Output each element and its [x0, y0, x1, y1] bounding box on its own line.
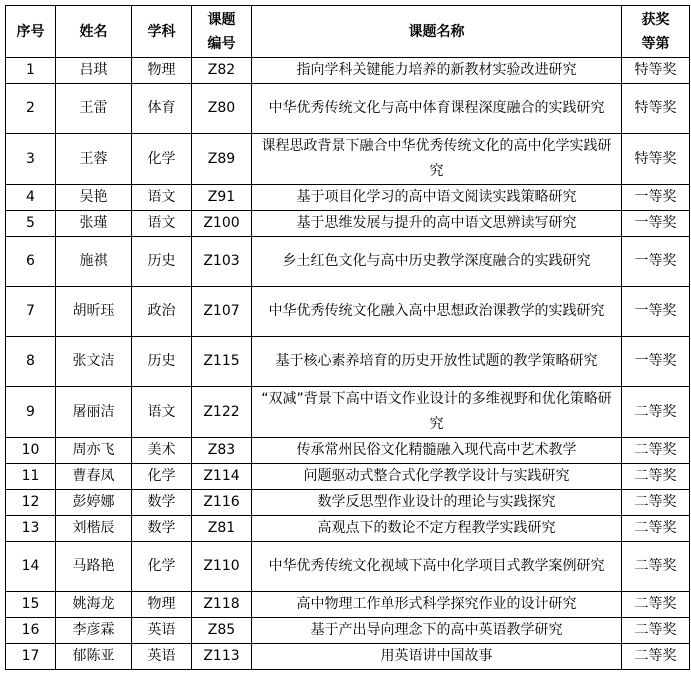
cell-title: 中华优秀传统文化与高中体育课程深度融合的实践研究 — [252, 84, 622, 134]
cell-title: 中华优秀传统文化融入高中思想政治课教学的实践研究 — [252, 287, 622, 337]
cell-award: 二等奖 — [622, 542, 690, 592]
cell-title: 数学反思型作业设计的理论与实践探究 — [252, 490, 622, 516]
cell-award: 二等奖 — [622, 438, 690, 464]
cell-award: 二等奖 — [622, 516, 690, 542]
table-row — [6, 464, 690, 490]
cell-no: 2 — [6, 84, 56, 134]
table-row — [6, 337, 690, 387]
header-title: 课题名称 — [252, 6, 622, 58]
cell-name: 吕琪 — [56, 58, 132, 84]
cell-code: Z114 — [192, 464, 252, 490]
table-row — [6, 618, 690, 644]
cell-subject: 化学 — [132, 542, 192, 592]
table-row — [6, 490, 690, 516]
table-row — [6, 438, 690, 464]
cell-no: 8 — [6, 337, 56, 387]
cell-award: 二等奖 — [622, 464, 690, 490]
table-row — [6, 58, 690, 84]
cell-name: 王蓉 — [56, 134, 132, 185]
table-row — [6, 644, 690, 670]
cell-no: 16 — [6, 618, 56, 644]
header-name: 姓名 — [56, 6, 132, 58]
cell-code: Z115 — [192, 337, 252, 387]
cell-subject: 历史 — [132, 237, 192, 287]
cell-code: Z103 — [192, 237, 252, 287]
cell-code: Z107 — [192, 287, 252, 337]
cell-code: Z89 — [192, 134, 252, 185]
cell-no: 12 — [6, 490, 56, 516]
cell-award: 二等奖 — [622, 387, 690, 438]
cell-code: Z110 — [192, 542, 252, 592]
cell-no: 14 — [6, 542, 56, 592]
cell-award: 一等奖 — [622, 287, 690, 337]
cell-award: 一等奖 — [622, 337, 690, 387]
cell-code: Z91 — [192, 185, 252, 211]
cell-title: 传承常州民俗文化精髓融入现代高中艺术教学 — [252, 438, 622, 464]
cell-no: 4 — [6, 185, 56, 211]
cell-name: 张瑾 — [56, 211, 132, 237]
cell-code: Z80 — [192, 84, 252, 134]
cell-subject: 物理 — [132, 592, 192, 618]
table-row — [6, 592, 690, 618]
cell-subject: 物理 — [132, 58, 192, 84]
header-subject: 学科 — [132, 6, 192, 58]
awards-table — [5, 5, 690, 670]
table-row — [6, 516, 690, 542]
cell-title: 高中物理工作单形式科学探究作业的设计研究 — [252, 592, 622, 618]
cell-subject: 化学 — [132, 464, 192, 490]
cell-award: 二等奖 — [622, 490, 690, 516]
cell-title: 课程思政背景下融合中华优秀传统文化的高中化学实践研究 — [252, 134, 622, 185]
cell-no: 1 — [6, 58, 56, 84]
cell-no: 11 — [6, 464, 56, 490]
header-row — [6, 6, 690, 58]
table-row — [6, 134, 690, 185]
cell-subject: 历史 — [132, 337, 192, 387]
cell-title: “双减”背景下高中语文作业设计的多维视野和优化策略研究 — [252, 387, 622, 438]
table-row — [6, 387, 690, 438]
table-body — [6, 58, 690, 670]
cell-no: 3 — [6, 134, 56, 185]
cell-no: 17 — [6, 644, 56, 670]
cell-name: 曹春凤 — [56, 464, 132, 490]
cell-no: 7 — [6, 287, 56, 337]
cell-award: 一等奖 — [622, 237, 690, 287]
header-no: 序号 — [6, 6, 56, 58]
cell-name: 施祺 — [56, 237, 132, 287]
cell-name: 张文洁 — [56, 337, 132, 387]
cell-title: 中华优秀传统文化视域下高中化学项目式教学案例研究 — [252, 542, 622, 592]
cell-subject: 语文 — [132, 387, 192, 438]
cell-name: 刘楷辰 — [56, 516, 132, 542]
cell-name: 吴艳 — [56, 185, 132, 211]
cell-subject: 英语 — [132, 618, 192, 644]
table-row — [6, 237, 690, 287]
cell-code: Z100 — [192, 211, 252, 237]
cell-no: 5 — [6, 211, 56, 237]
table-row — [6, 211, 690, 237]
cell-code: Z116 — [192, 490, 252, 516]
cell-no: 6 — [6, 237, 56, 287]
cell-no: 13 — [6, 516, 56, 542]
cell-award: 二等奖 — [622, 644, 690, 670]
cell-subject: 美术 — [132, 438, 192, 464]
cell-code: Z81 — [192, 516, 252, 542]
cell-award: 特等奖 — [622, 134, 690, 185]
cell-code: Z83 — [192, 438, 252, 464]
cell-code: Z82 — [192, 58, 252, 84]
cell-no: 15 — [6, 592, 56, 618]
cell-title: 指向学科关键能力培养的新教材实验改进研究 — [252, 58, 622, 84]
cell-subject: 英语 — [132, 644, 192, 670]
cell-name: 胡昕珏 — [56, 287, 132, 337]
cell-name: 王雷 — [56, 84, 132, 134]
cell-title: 用英语讲中国故事 — [252, 644, 622, 670]
cell-award: 一等奖 — [622, 185, 690, 211]
cell-title: 乡土红色文化与高中历史教学深度融合的实践研究 — [252, 237, 622, 287]
cell-subject: 语文 — [132, 185, 192, 211]
cell-subject: 数学 — [132, 516, 192, 542]
cell-award: 二等奖 — [622, 618, 690, 644]
cell-title: 基于项目化学习的高中语文阅读实践策略研究 — [252, 185, 622, 211]
cell-subject: 化学 — [132, 134, 192, 185]
cell-name: 周亦飞 — [56, 438, 132, 464]
cell-title: 问题驱动式整合式化学教学设计与实践研究 — [252, 464, 622, 490]
cell-title: 高观点下的数论不定方程教学实践研究 — [252, 516, 622, 542]
cell-code: Z122 — [192, 387, 252, 438]
cell-name: 姚海龙 — [56, 592, 132, 618]
header-code: 课题编号 — [192, 6, 252, 58]
header-award: 获奖等第 — [622, 6, 690, 58]
table-row — [6, 542, 690, 592]
cell-title: 基于思维发展与提升的高中语文思辨读写研究 — [252, 211, 622, 237]
cell-code: Z113 — [192, 644, 252, 670]
cell-award: 二等奖 — [622, 592, 690, 618]
table-row — [6, 185, 690, 211]
cell-title: 基于核心素养培育的历史开放性试题的教学策略研究 — [252, 337, 622, 387]
cell-award: 特等奖 — [622, 84, 690, 134]
cell-name: 彭婷娜 — [56, 490, 132, 516]
cell-code: Z118 — [192, 592, 252, 618]
cell-award: 一等奖 — [622, 211, 690, 237]
cell-name: 马路艳 — [56, 542, 132, 592]
cell-subject: 数学 — [132, 490, 192, 516]
cell-no: 9 — [6, 387, 56, 438]
cell-code: Z85 — [192, 618, 252, 644]
cell-title: 基于产出导向理念下的高中英语教学研究 — [252, 618, 622, 644]
cell-name: 李彦霖 — [56, 618, 132, 644]
cell-subject: 政治 — [132, 287, 192, 337]
cell-award: 特等奖 — [622, 58, 690, 84]
table-row — [6, 84, 690, 134]
cell-name: 郁陈亚 — [56, 644, 132, 670]
table-row — [6, 287, 690, 337]
cell-subject: 体育 — [132, 84, 192, 134]
cell-name: 屠丽洁 — [56, 387, 132, 438]
cell-no: 10 — [6, 438, 56, 464]
cell-subject: 语文 — [132, 211, 192, 237]
